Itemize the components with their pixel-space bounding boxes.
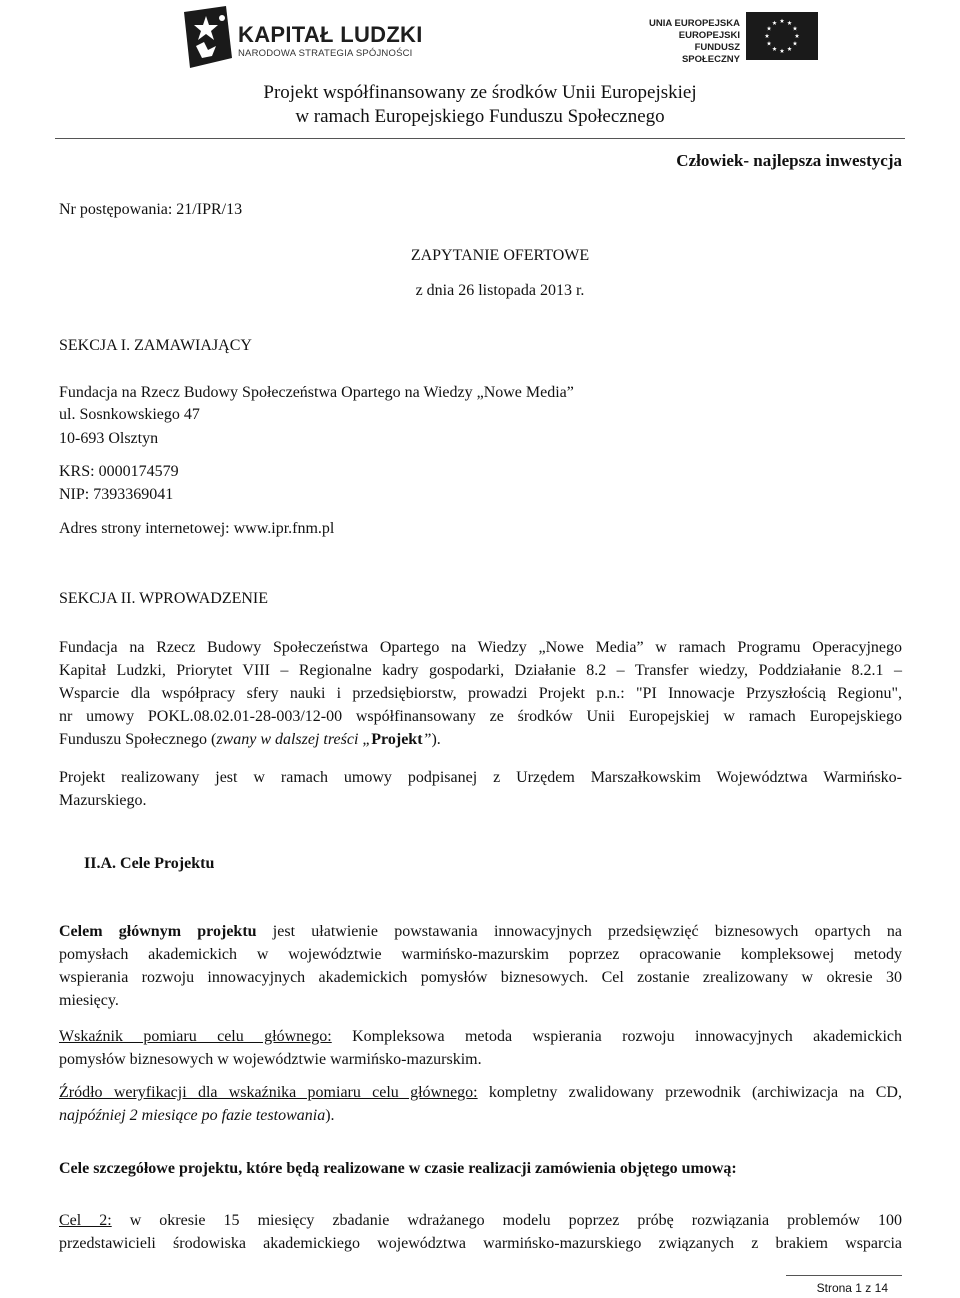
eu-line-2: EUROPEJSKI [678,30,740,41]
eu-line-1: UNIA EUROPEJSKA [649,18,740,29]
intro-line-5 [59,728,902,751]
intro-line-5-prefix: Funduszu Społecznego ( [59,731,217,748]
eu-logo-text [640,18,740,66]
main-goal-line-4: miesięcy. [59,992,119,1009]
goal-2-line-1-rest: w okresie 15 miesięcy zbadanie wdrażanego modelu poprzez próbę rozwiązania problemów 100 [111,1212,902,1229]
cofund-line-1: Projekt współfinansowany ze środków Unii Europejskiej [263,82,697,103]
main-goal-line-1-rest: jest ułatwienie powstawania innowacyjnych przedsięwzięć biznesowych opartych na [256,923,902,940]
kapital-ludzki-logo [178,6,423,72]
document-date: z dnia 26 listopada 2013 r. [415,282,585,299]
indicator-line-1-rest: Kompleksowa metoda wspierania rozwoju innowacyjnych akademickich [331,1028,902,1045]
eu-flag-icon [746,12,818,60]
goal-2-label: Cel 2: [59,1212,112,1229]
intro-paragraph [59,636,902,751]
orderer-nip: NIP: 7393369041 [59,486,174,503]
goal-2-paragraph [59,1209,902,1255]
indicator-label: Wskaźnik pomiaru celu głównego: [59,1028,332,1045]
kapital-ludzki-logo-icon [178,6,236,72]
goal-2-line-1 [59,1209,902,1232]
orderer-street: ul. Sosnkowskiego 47 [59,406,200,423]
section-1-heading: SEKCJA I. ZAMAWIAJĄCY [59,337,252,354]
cofund-line-2: w ramach Europejskiego Funduszu Społecznego [295,106,665,127]
intro-line-3: Wsparcie dla współpracy sfery nauki i przedsiębiorstw, prowadzi Projekt p.n.: "PI Innowacje Przyszłością Regionu", [59,685,902,702]
source-line-1 [59,1081,902,1104]
intro-line-1: Fundacja na Rzecz Budowy Społeczeństwa Opartego na Wiedzy „Nowe Media” w ramach Programu Operacyjnego [59,639,902,656]
motto: Człowiek- najlepsza inwestycja [676,151,902,170]
main-goal-line-1 [59,920,902,943]
main-goal-line-2: pomysłach akademickich w województwie warmińsko-mazurskim poprzez opracowanie kompleksowej metody [59,946,902,963]
source-line-1-rest: kompletny zwalidowany przewodnik (archiwizacja na CD, [477,1084,902,1101]
intro-line-2: Kapitał Ludzki, Priorytet VIII – Regionalne kadry gospodarki, Działanie 8.2 – Transfer wiedzy, Poddziałanie 8.2.1 – [59,662,902,679]
section-2-heading: SEKCJA II. WPROWADZENIE [59,590,269,607]
intro-line-5-italic: zwany w dalszej treści „ [216,731,372,748]
kapital-ludzki-subtitle: NARODOWA STRATEGIA SPÓJNOŚCI [238,48,413,59]
agreement-line-2: Mazurskiego. [59,792,147,809]
section-2a-heading: II.A. Cele Projektu [84,855,215,872]
goal-2-line-2: przedstawicieli środowiska akademickiego województwa warmińsko-mazurskiego związanych z brakiem wsparcia [59,1235,902,1252]
orderer-krs: KRS: 0000174579 [59,463,179,480]
eu-logo [640,12,900,65]
document-title: ZAPYTANIE OFERTOWE [410,247,590,264]
main-goal-paragraph [59,920,902,1012]
footer-divider [786,1275,902,1276]
indicator-paragraph [59,1025,902,1071]
source-paragraph [59,1081,902,1127]
page-number: Strona 1 z 14 [816,1281,888,1295]
source-line-2-italic: najpóźniej 2 miesiące po fazie testowania [59,1107,326,1124]
intro-line-4: nr umowy POKL.08.02.01-28-003/12-00 współfinansowany ze środków Unii Europejskiej w ramach Europejskiego [59,708,902,725]
source-label: Źródło weryfikacji dla wskaźnika pomiaru celu głównego: [59,1084,478,1101]
source-line-2 [59,1104,902,1127]
case-number: Nr postępowania: 21/IPR/13 [59,201,243,218]
agreement-line-1: Projekt realizowany jest w ramach umowy podpisanej z Urzędem Marszałkowskim Województwa Warmińsko- [59,769,902,786]
header-divider [55,138,905,139]
orderer-city: 10-693 Olsztyn [59,430,159,447]
kapital-ludzki-title: KAPITAŁ LUDZKI [238,22,423,47]
main-goal-line-3: wspierania rozwoju innowacyjnych akademickich pomysłów biznesowych. Cel zostanie zrealizowany w okresie 30 [59,969,902,986]
agreement-paragraph [59,766,902,812]
indicator-line-1 [59,1025,902,1048]
source-line-2-end: ). [325,1107,335,1124]
specific-goals-heading: Cele szczegółowe projektu, które będą realizowane w czasie realizacji zamówienia objętego umową: [59,1160,737,1177]
orderer-website: Adres strony internetowej: www.ipr.fnm.pl [59,520,335,537]
indicator-line-2: pomysłów biznesowych w województwie warmińsko-mazurskim. [59,1051,482,1068]
intro-line-5-suffix: ). [431,731,441,748]
eu-line-3: FUNDUSZ SPOŁECZNY [681,42,740,65]
main-goal-label: Celem głównym projektu [59,923,257,940]
intro-project-term: Projekt [371,731,423,748]
orderer-name: Fundacja na Rzecz Budowy Społeczeństwa Opartego na Wiedzy „Nowe Media” [59,384,574,401]
intro-line-5-italic-end: ” [422,731,432,748]
